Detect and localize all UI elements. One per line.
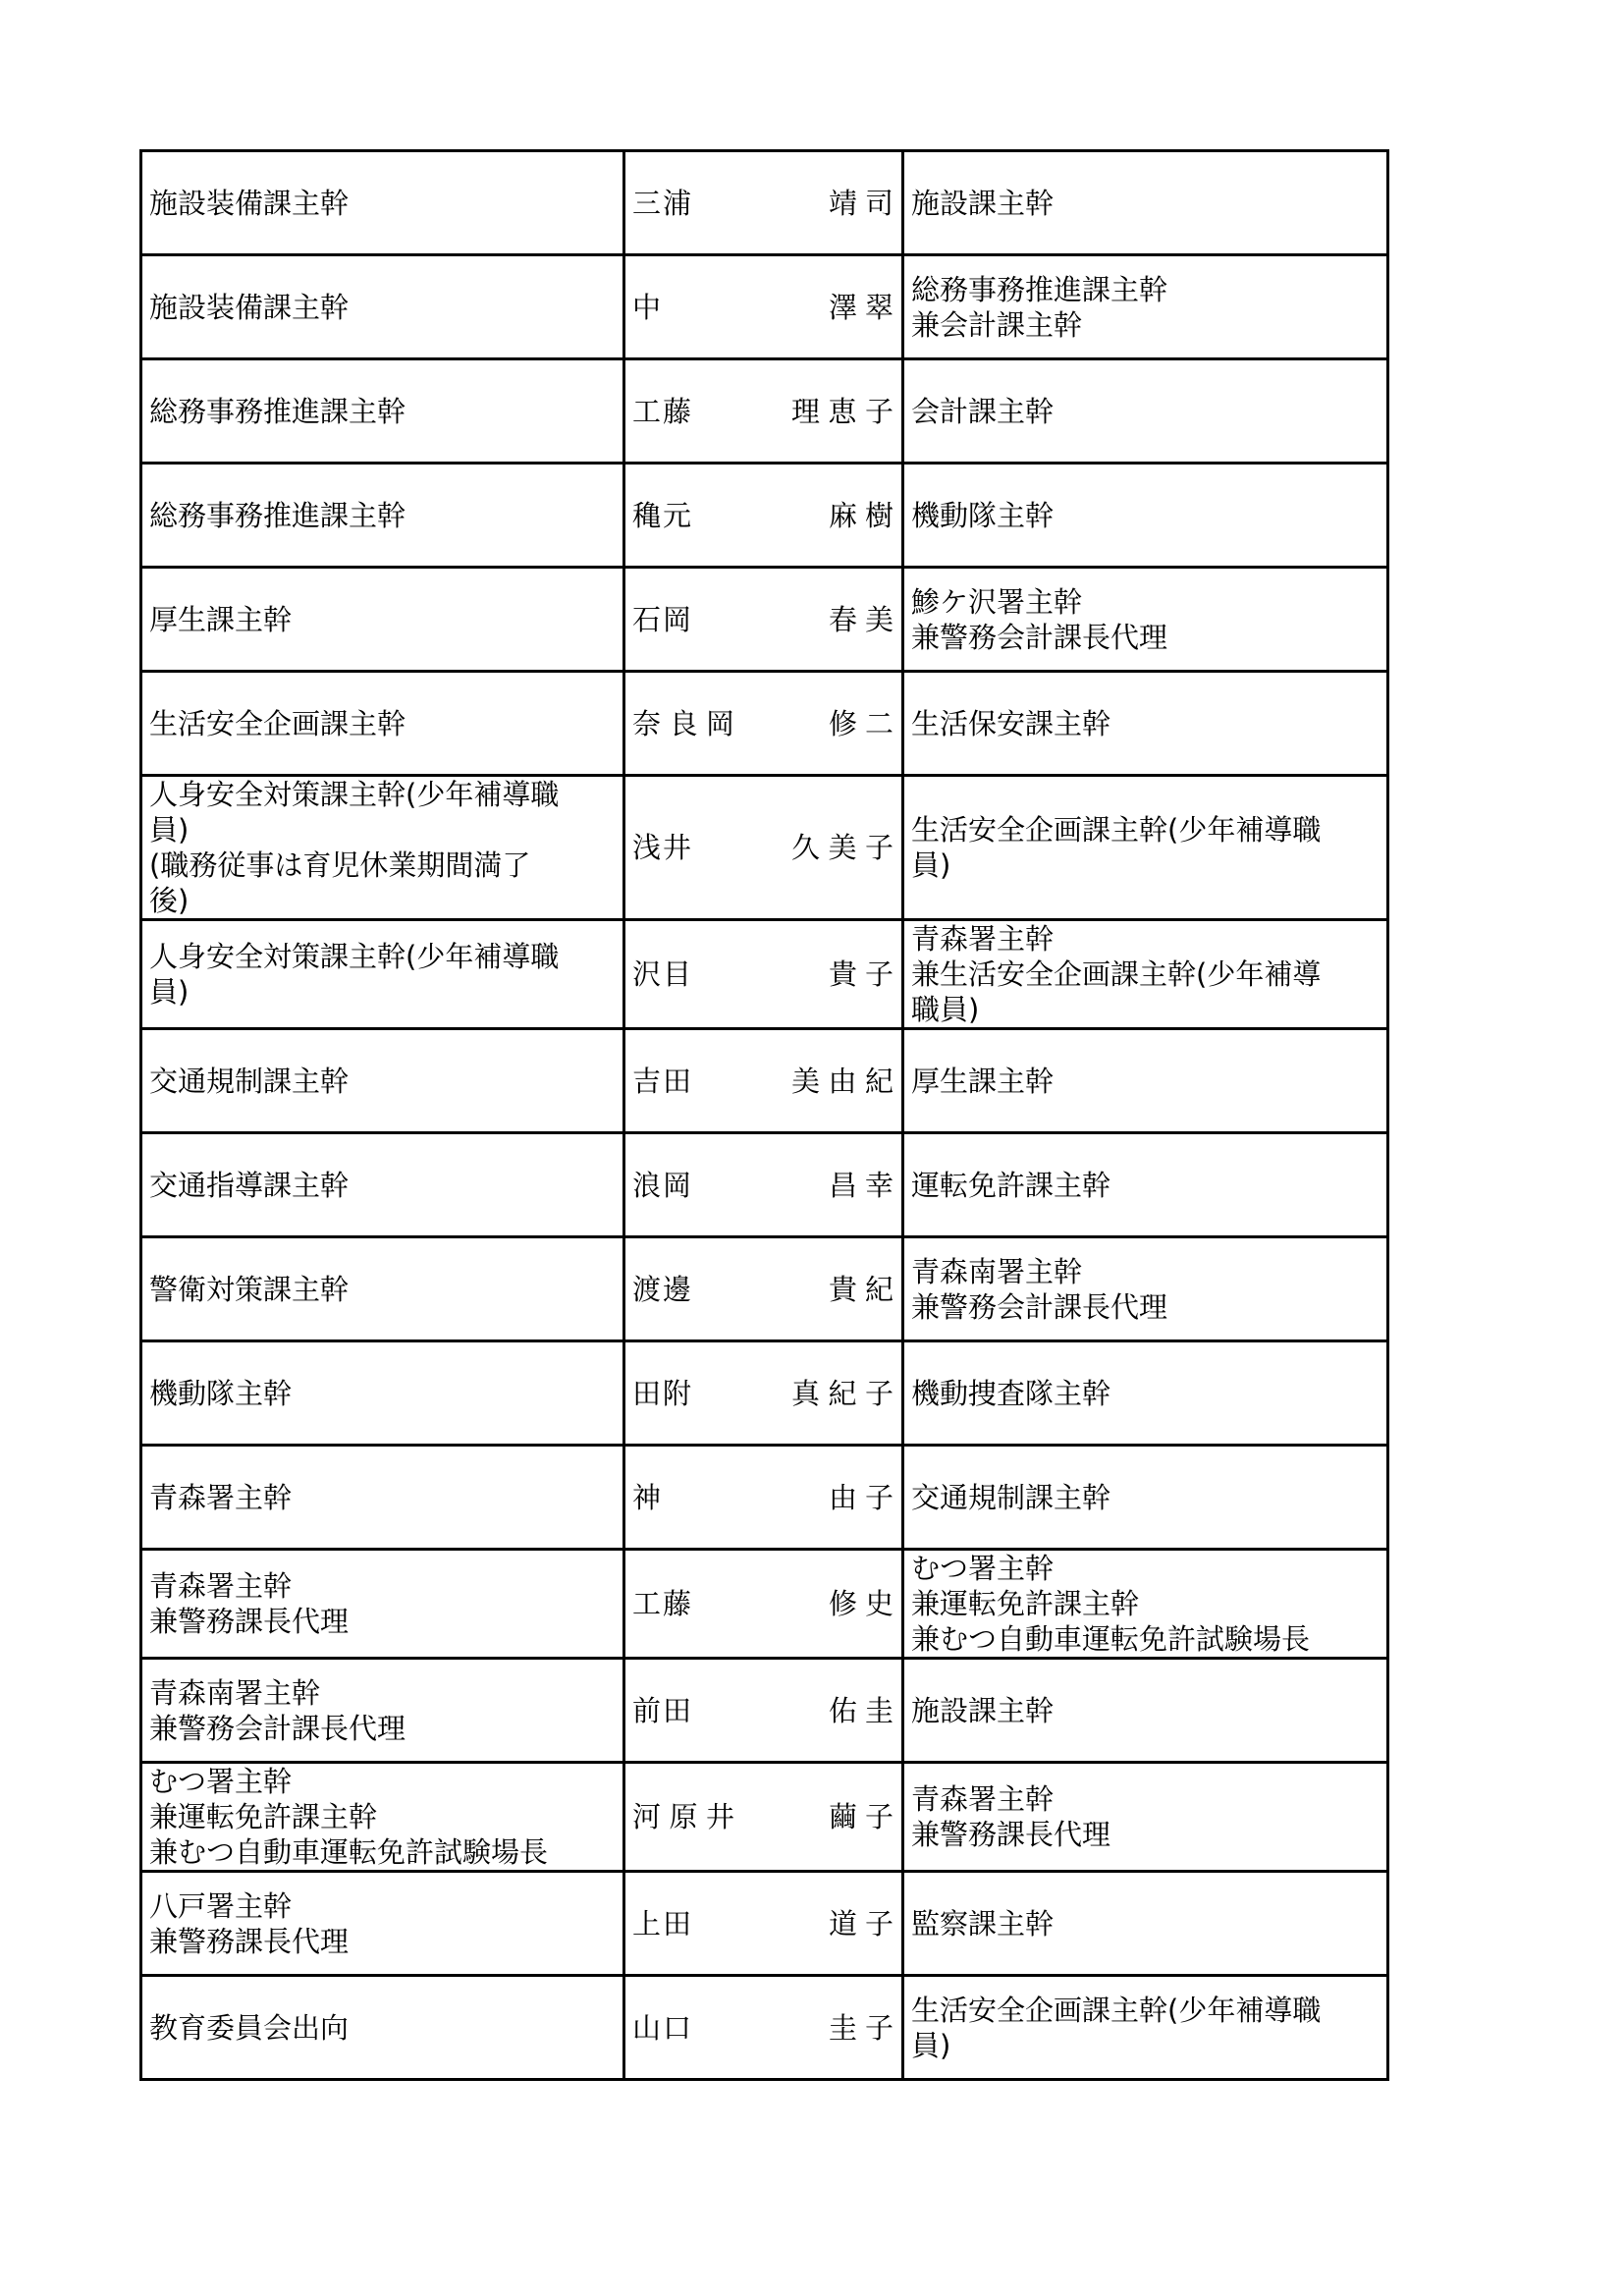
new-post-line: 兼警務課長代理 bbox=[149, 1924, 350, 1958]
table-row bbox=[141, 672, 1388, 776]
table-row bbox=[141, 1659, 1388, 1763]
person-name bbox=[632, 602, 893, 637]
old-post-line: 兼会計課主幹 bbox=[911, 307, 1083, 342]
new-post-cell bbox=[141, 1029, 624, 1133]
surname: 工 藤 bbox=[632, 1587, 691, 1620]
surname: 山 口 bbox=[632, 2010, 691, 2045]
given-name: 美 由 紀 bbox=[791, 1064, 893, 1098]
surname: 工 藤 bbox=[632, 394, 691, 428]
old-post-line: 兼むつ自動車運転免許試験場長 bbox=[911, 1622, 1311, 1656]
given-name: 修 二 bbox=[829, 706, 893, 740]
new-post-cell bbox=[141, 1237, 624, 1341]
old-post-line: 機動捜査隊主幹 bbox=[911, 1376, 1111, 1410]
given-name: 昌 幸 bbox=[829, 1168, 893, 1202]
old-post-line: 青森署主幹 bbox=[911, 922, 1055, 956]
new-post-cell bbox=[141, 1341, 624, 1446]
personnel-table bbox=[139, 149, 1389, 2081]
new-post-line: 交通指導課主幹 bbox=[149, 1168, 350, 1202]
name-cell bbox=[624, 1976, 903, 2080]
given-name: 真 紀 子 bbox=[791, 1376, 893, 1410]
name-cell bbox=[624, 359, 903, 464]
new-post-cell bbox=[141, 1550, 624, 1659]
new-post-line: 青森南署主幹 bbox=[149, 1675, 321, 1710]
name-cell bbox=[624, 672, 903, 776]
given-name: 貴 紀 bbox=[829, 1272, 893, 1306]
new-post-line: 人身安全対策課主幹(少年補導職 bbox=[149, 940, 560, 973]
given-name: 春 美 bbox=[829, 602, 893, 636]
given-name: 道 子 bbox=[829, 1906, 893, 1941]
old-post-line: 機動隊主幹 bbox=[911, 498, 1055, 532]
person-name bbox=[632, 1480, 893, 1515]
name-cell bbox=[624, 1341, 903, 1446]
name-cell bbox=[624, 776, 903, 920]
new-post-cell bbox=[141, 776, 624, 920]
new-post-line: 青森署主幹 bbox=[149, 1569, 293, 1603]
new-post-cell bbox=[141, 255, 624, 359]
name-cell bbox=[624, 1133, 903, 1237]
new-post-line: 警衛対策課主幹 bbox=[149, 1272, 350, 1306]
new-post-cell bbox=[141, 1763, 624, 1872]
new-post-line: 兼警務課長代理 bbox=[149, 1605, 350, 1638]
surname: 渡 邊 bbox=[632, 1272, 691, 1306]
table-row bbox=[141, 920, 1388, 1029]
table-row bbox=[141, 776, 1388, 920]
table-row bbox=[141, 151, 1388, 255]
old-post-cell bbox=[903, 920, 1388, 1029]
person-name bbox=[632, 290, 893, 325]
old-post-line: 生活安全企画課主幹(少年補導職 bbox=[911, 813, 1322, 847]
given-name: 久 美 子 bbox=[791, 831, 893, 864]
new-post-cell bbox=[141, 359, 624, 464]
table-row bbox=[141, 568, 1388, 672]
old-post-cell bbox=[903, 568, 1388, 672]
name-cell bbox=[624, 1029, 903, 1133]
old-post-cell bbox=[903, 255, 1388, 359]
old-post-cell bbox=[903, 1133, 1388, 1237]
new-post-line: 生活安全企画課主幹 bbox=[149, 706, 406, 740]
old-post-line: 兼警務課長代理 bbox=[911, 1818, 1111, 1851]
surname: 石 岡 bbox=[632, 602, 691, 636]
old-post-cell bbox=[903, 1237, 1388, 1341]
old-post-line: 青森南署主幹 bbox=[911, 1254, 1083, 1288]
given-name: 麻 樹 bbox=[829, 498, 893, 532]
old-post-line: むつ署主幹 bbox=[911, 1552, 1055, 1585]
surname: 三 浦 bbox=[632, 186, 691, 220]
person-name bbox=[632, 1693, 893, 1728]
new-post-cell bbox=[141, 1976, 624, 2080]
old-post-line: 職員) bbox=[911, 993, 980, 1026]
person-name bbox=[632, 2010, 893, 2046]
old-post-line: 生活安全企画課主幹(少年補導職 bbox=[911, 1993, 1322, 2027]
given-name: 圭 子 bbox=[829, 2010, 893, 2045]
name-cell bbox=[624, 920, 903, 1029]
old-post-line: 運転免許課主幹 bbox=[911, 1168, 1111, 1202]
old-post-line: 員) bbox=[911, 848, 951, 882]
new-post-cell bbox=[141, 1872, 624, 1976]
person-name bbox=[632, 186, 893, 221]
person-name bbox=[632, 1168, 893, 1203]
table-row bbox=[141, 1550, 1388, 1659]
new-post-cell bbox=[141, 151, 624, 255]
new-post-line: 交通規制課主幹 bbox=[149, 1064, 350, 1098]
new-post-cell bbox=[141, 464, 624, 568]
given-name: 修 史 bbox=[829, 1587, 893, 1620]
old-post-cell bbox=[903, 1659, 1388, 1763]
table-row bbox=[141, 1763, 1388, 1872]
table-row bbox=[141, 1341, 1388, 1446]
old-post-cell bbox=[903, 672, 1388, 776]
new-post-line: 員) bbox=[149, 975, 189, 1009]
person-name bbox=[632, 1272, 893, 1307]
old-post-cell bbox=[903, 1763, 1388, 1872]
table-row bbox=[141, 255, 1388, 359]
name-cell bbox=[624, 255, 903, 359]
surname: 田 附 bbox=[632, 1376, 691, 1410]
old-post-cell bbox=[903, 776, 1388, 920]
old-post-cell bbox=[903, 1029, 1388, 1133]
name-cell bbox=[624, 1872, 903, 1976]
old-post-cell bbox=[903, 1550, 1388, 1659]
new-post-cell bbox=[141, 1133, 624, 1237]
new-post-line: 総務事務推進課主幹 bbox=[149, 498, 406, 532]
new-post-line: 人身安全対策課主幹(少年補導職 bbox=[149, 778, 560, 811]
old-post-line: 兼警務会計課長代理 bbox=[911, 620, 1168, 654]
given-name: 佑 圭 bbox=[829, 1693, 893, 1727]
new-post-line: 機動隊主幹 bbox=[149, 1376, 293, 1410]
old-post-line: 兼運転免許課主幹 bbox=[911, 1587, 1140, 1620]
new-post-cell bbox=[141, 920, 624, 1029]
old-post-cell bbox=[903, 1872, 1388, 1976]
surname: 中 bbox=[632, 290, 662, 324]
person-name bbox=[632, 498, 893, 533]
old-post-cell bbox=[903, 1446, 1388, 1550]
surname: 吉 田 bbox=[632, 1064, 691, 1098]
old-post-line: 鯵ケ沢署主幹 bbox=[911, 584, 1083, 619]
given-name: 理 恵 子 bbox=[791, 394, 893, 428]
surname: 浪 岡 bbox=[632, 1168, 691, 1202]
old-post-cell bbox=[903, 151, 1388, 255]
given-name: 貴 子 bbox=[829, 957, 893, 991]
person-name bbox=[632, 706, 893, 741]
new-post-line: 総務事務推進課主幹 bbox=[149, 394, 406, 428]
new-post-line: 青森署主幹 bbox=[149, 1480, 293, 1514]
surname: 浅 井 bbox=[632, 831, 691, 864]
person-name bbox=[632, 1906, 893, 1941]
table-row bbox=[141, 359, 1388, 464]
table-row bbox=[141, 1029, 1388, 1133]
name-cell bbox=[624, 464, 903, 568]
person-name bbox=[632, 1586, 893, 1621]
table-row bbox=[141, 1133, 1388, 1237]
new-post-line: 施設装備課主幹 bbox=[149, 186, 350, 220]
person-name bbox=[632, 830, 893, 865]
old-post-line: 員) bbox=[911, 2028, 951, 2062]
new-post-cell bbox=[141, 1659, 624, 1763]
name-cell bbox=[624, 1763, 903, 1872]
old-post-line: 交通規制課主幹 bbox=[911, 1480, 1111, 1514]
new-post-line: (職務従事は育児休業期間満了 bbox=[149, 848, 531, 882]
old-post-line: 会計課主幹 bbox=[911, 394, 1055, 428]
new-post-line: 員) bbox=[149, 813, 189, 847]
old-post-line: 厚生課主幹 bbox=[911, 1064, 1055, 1098]
old-post-line: 施設課主幹 bbox=[911, 1693, 1055, 1727]
name-cell bbox=[624, 568, 903, 672]
given-name: 由 子 bbox=[829, 1480, 893, 1514]
new-post-cell bbox=[141, 1446, 624, 1550]
name-cell bbox=[624, 1659, 903, 1763]
old-post-line: 総務事務推進課主幹 bbox=[911, 272, 1168, 306]
table-row bbox=[141, 1976, 1388, 2080]
old-post-line: 監察課主幹 bbox=[911, 1906, 1055, 1941]
personnel-table-body bbox=[141, 151, 1388, 2080]
old-post-line: 施設課主幹 bbox=[911, 186, 1055, 220]
old-post-line: 生活保安課主幹 bbox=[911, 706, 1111, 740]
given-name: 澤 翠 bbox=[829, 290, 893, 324]
surname: 河 原 井 bbox=[632, 1800, 734, 1833]
surname: 穐 元 bbox=[632, 498, 691, 532]
new-post-line: 施設装備課主幹 bbox=[149, 290, 350, 324]
surname: 沢 目 bbox=[632, 957, 691, 991]
new-post-line: 兼運転免許課主幹 bbox=[149, 1800, 378, 1833]
person-name bbox=[632, 1799, 893, 1834]
old-post-line: 青森署主幹 bbox=[911, 1782, 1055, 1816]
new-post-line: 後) bbox=[149, 884, 189, 917]
old-post-line: 兼生活安全企画課主幹(少年補導 bbox=[911, 957, 1322, 991]
new-post-cell bbox=[141, 568, 624, 672]
name-cell bbox=[624, 1550, 903, 1659]
surname: 前 田 bbox=[632, 1693, 691, 1727]
new-post-line: 兼むつ自動車運転免許試験場長 bbox=[149, 1835, 549, 1869]
person-name bbox=[632, 1064, 893, 1099]
surname: 上 田 bbox=[632, 1906, 691, 1941]
table-row bbox=[141, 1872, 1388, 1976]
table-row bbox=[141, 1446, 1388, 1550]
given-name: 繭 子 bbox=[829, 1800, 893, 1833]
new-post-cell bbox=[141, 672, 624, 776]
old-post-cell bbox=[903, 464, 1388, 568]
new-post-line: 厚生課主幹 bbox=[149, 602, 293, 636]
table-row bbox=[141, 464, 1388, 568]
old-post-cell bbox=[903, 359, 1388, 464]
person-name bbox=[632, 1376, 893, 1411]
name-cell bbox=[624, 151, 903, 255]
name-cell bbox=[624, 1446, 903, 1550]
new-post-line: むつ署主幹 bbox=[149, 1765, 293, 1798]
old-post-line: 兼警務会計課長代理 bbox=[911, 1289, 1168, 1324]
new-post-line: 教育委員会出向 bbox=[149, 2010, 350, 2045]
surname: 神 bbox=[632, 1480, 662, 1514]
surname: 奈 良 岡 bbox=[632, 706, 734, 740]
personnel-table-container bbox=[139, 149, 1386, 2081]
person-name bbox=[632, 957, 893, 992]
new-post-line: 兼警務会計課長代理 bbox=[149, 1711, 406, 1745]
old-post-cell bbox=[903, 1341, 1388, 1446]
table-row bbox=[141, 1237, 1388, 1341]
name-cell bbox=[624, 1237, 903, 1341]
person-name bbox=[632, 394, 893, 429]
new-post-line: 八戸署主幹 bbox=[149, 1888, 293, 1923]
given-name: 靖 司 bbox=[829, 186, 893, 220]
old-post-cell bbox=[903, 1976, 1388, 2080]
